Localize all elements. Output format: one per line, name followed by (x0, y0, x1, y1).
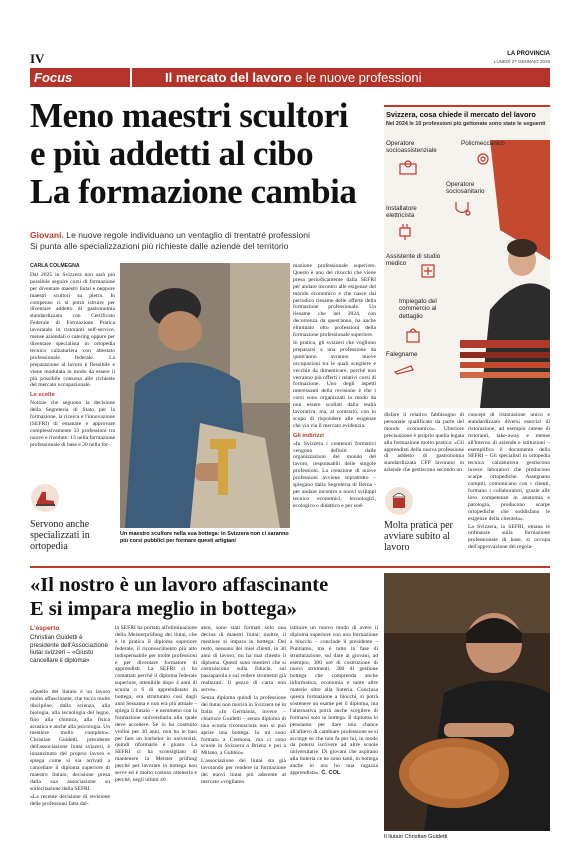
subheading-scelte: Le scelte (30, 392, 55, 399)
paragraph: Senza diploma quindi la professione dei liutai non morirà in Svizzera né in Italia «In Germania, invece – chiarisce Guidetti – senza diploma di una scuola riconosciuta non si può aprire una bottega. Io mi sono formato a Cremona, ma ci sono scuole in Svizzera a Brienz e poi a Milano, a Gubbio». (201, 695, 286, 757)
photo-caption-sculptor: Un maestro scultore nella sua bottega: in Svizzera non ci saranno più corsi pubblici per formare questi artigiani (120, 531, 289, 544)
subheading-indirizzi: Gli indirizzi (293, 432, 324, 439)
infographic-subtitle: Nel 2024 le 10 professioni più gettonate sono state le seguenti (386, 121, 546, 127)
lead-line-2: Si punta alle specializzazioni più richieste dalle aziende del territorio (30, 241, 289, 251)
job-label-2: Policmeccanico (461, 140, 505, 147)
issue-date: LUNEDÌ 27 GENNAIO 2025 (493, 59, 550, 64)
article-column-1 (30, 263, 115, 450)
byline: CARLA COLMEGNA (30, 263, 80, 269)
interview-top-rule (30, 566, 550, 568)
interview-column-4 (290, 625, 378, 778)
expert-description: Christian Guidetti è presidente dell'Associazione liutai svizzeri – «Giusto cancellare il diploma» (30, 634, 108, 664)
section-title-light: e le nuove professioni (295, 70, 422, 85)
headline-line-2: e più addetti al cibo (30, 134, 314, 173)
paragraph: anni, sono stati formati solo una decina di maestri liutai: inoltre, il mestiere si impara in bottega. Del resto, nessuno dei miei clienti, in 30 anni di lavoro, mi ha mai chiesto il diploma. Questi sono mestieri che si costruiscono sulla fiducia, sul passaparola e sul vedere strumenti già realizzati. Il pezzo di carta non serve». (201, 625, 286, 694)
luthier-photo (384, 573, 550, 831)
lead-kicker: Giovani. (30, 230, 64, 240)
page-number: IV (30, 51, 45, 66)
gear-icon (475, 151, 491, 172)
job-label-5: Assistente di studio medico (386, 253, 441, 268)
expert-box (30, 625, 110, 664)
paragraph: La Svizzera, la SEFRI, emana le ordinanze sulla formazione professionale di base, si occupa dell'approvazione dei regola- (468, 523, 550, 551)
article-column-3 (293, 263, 376, 511)
job-label-4: Installatore elettricista (386, 205, 417, 220)
interview-headline-2: E si impara meglio in bottega» (30, 598, 298, 620)
paragraph: concept di ristorazione unico e standardizzato diversi esercizi di ristorazione, ad esempio catene di ristoranti, take-away e mense all'interno di aziende e istituzioni – esemplifica il documento della SEFRI – Gli specialisti in ortopedia tecnica calzaturiera gestiscono invece laboratori che producono scarpe ortopediche. Assegnano compiti, comunicano con i clienti, formano i collaboratori, grazie alle loro competenze in anatomia e patologia, producono scarpe ortopediche che soddisfano le esigenze della clientela». (468, 412, 550, 522)
interview-headline (30, 573, 385, 621)
paragraph: L'associazione dei liutai sta già lavorando per rendere la formazione dei nuovi liutai più aderente al mercato «vogliamo (201, 758, 286, 785)
headline-line-3: La formazione cambia (30, 172, 357, 211)
section-bar (30, 68, 550, 87)
interview-headline-1: «Il nostro è un lavoro affascinante (30, 574, 329, 596)
paragraph (290, 625, 378, 777)
article-column-4 (384, 412, 464, 475)
job-label-6: Impiegato del commercio al dettaglio (399, 298, 437, 320)
paragraph: «In Svizzera i contenuti formativi vengono definiti dalle organizzazioni del mondo del lavoro, responsabili delle singole professioni. La creazione di nuove professioni avviene soprattutto – spiegano dalla Segreteria di Berna - per andare incontro a nuovi sviluppi tecnico economici, tecnologici, ecologico o didattico e per sod- (293, 440, 376, 509)
section-label: Focus (34, 70, 73, 85)
job-label-1: Operatore socioassistenziale (386, 140, 437, 155)
medical-icon (419, 262, 437, 285)
job-label-3: Operatore sociosanitario (446, 181, 485, 196)
interview-column-2 (115, 625, 197, 785)
paragraph: mazione professionale superiore. Questo è uno dei ritocchi che viene presa periodicamente dalla SEFRI per andare incontro alle esigenze del mondo economico e che nasce dal periodico riesame delle offerte della formazione professionale. Un riesame che nel 2024, con decorrenza da quest'anno, ha anche eliminato otto professioni della formazione professionale superiore. (293, 263, 376, 339)
electric-plug-icon (396, 222, 414, 245)
section-title-bold: Il mercato del lavoro (165, 70, 292, 85)
interview-column-3 (201, 625, 286, 787)
teaser-pratica: Molta pratica per avviare subito al lavoro (384, 520, 453, 553)
sculptor-photo (120, 263, 290, 528)
interview-column-1 (30, 689, 110, 808)
paragraph: disfare il relativo fabbisogno di personale qualificato da parte del mondo economico». Ulteriore precisazione è proprio quella legata alla formazione molto pratica: «Gli apprendisti della nuova professione di addetto di gastronomia standardizzata CFP lavorano in aziende che gestiscono secondo un (384, 412, 464, 474)
job-label-7: Falegname (386, 351, 418, 358)
paragraph: «La recente decisione di revisione delle professioni fatta dal- (30, 793, 110, 807)
orthopedic-shoe-icon (30, 483, 60, 513)
article-column-5 (468, 412, 550, 552)
infographic-top-rule (384, 105, 550, 107)
paragraph: la SEFRI ha portato all'eliminazione della Meisterprüfung dei liutai, che è in pratica il diploma superiore federale, il riconoscimento più alto indispensabile per molte professioni e per diventare formatore di apprendisti. La SEFRI ci ha contattati perché il diploma federale superiore, ottenibile dopo 4 anni di scuola o 6 di apprendistato in bottega, era strutturato così dagli anni Sessanta e non era più attuale – spiega il liutaio – e nemmeno con la formazione universitaria alla quale deve accedere. Se io ho costruito violini per 30 anni, non ho le basi per fare un bachelor in università, quindi riformarlo è giusto. La SEFRI ci ha sconsigliato di mantenere la Meister prüfung perché per lavorare in bottega non serve ed è molto costoso ottenerla e perché, negli ultimi 40 (115, 625, 197, 783)
caregiver-icon (397, 160, 419, 181)
paragraph-text: istituire un nuovo modo di avere il diploma superiore con una formazione a blocchi – conclude il presidente – Puntiamo, ma è tutto in fase di strutturazione, sul dare ai giovani, ad esempio, 300 ore di costruzione di nuovi strumenti, 300 di gestione bottega che comprenda anche informatica, economia e tante altre materie oltre alla liuteria. Conclusa questa formazione a blocchi, si potrà sostenere un esame per il diploma, ma l'alternativa potrà anche scegliere di formarsi solo in bottega. Il diploma lo pensiamo per dare una chance all'allievo di cambiare professione se si accorge se che non fa per lui, in modo da potersi iscrivere ad altre scuole universitarie. Di giovani che aspirano alla liuteria ce ne sono tanti, in bottega anche io ora ho una ragazza apprendista». (290, 625, 378, 777)
section-divider (130, 68, 132, 87)
lead-text (30, 230, 380, 252)
main-headline (30, 97, 375, 211)
lead-line-1: Le nuove regole individuano un ventaglio di trentatré professioni (66, 230, 310, 240)
signature: C. COL (321, 770, 341, 777)
paragraph: Dal 2025 in Svizzera non sarà più possibile seguire corsi di formazione per diventare maestri liutai e neppure maestri scultori su pietra. In compenso ci si potrà istruire per diventare addetto di gastronomia standardizzata con Certificato Federale di Formazione Pratica lavorando in ristoranti self-service, mense aziendali o catering oppure per diventare specialista in ortopedia tecnica calzaturiera con attestato professionale federale. La preparazione al lavoro è flessibile e viene modulata in modo da essere il più possibile consona alle richieste del mercato occupazionale. (30, 271, 115, 389)
infographic-title: Svizzera, cosa chiede il mercato del lavoro (386, 110, 536, 119)
teaser-ortopedia: Servono anche specializzati in ortopedia (30, 519, 90, 552)
shopping-icon (404, 326, 422, 349)
headline-line-1: Meno maestri scultori (30, 96, 349, 135)
paragraph: «Quello del liutaio è un lavoro molto affascinante, che tocca molte discipline, dalla scienza, alla biologia, alla tecnologia del legno, fino alla chimica, alla fisica acustica e anche alla psicologia. Un mestiere molto completo». Christian Guidetti, presidente dell'associazione liutai svizzeri, è innanzitutto del proprio lavoro e spiega come si sia arrivati a cancellare il diploma superiore di maestro liutaio, decisione presa dalla sua associazione su sollecitazione della SEFRI. (30, 689, 110, 792)
paragraph: Notizie che seguono la decisione della Segreteria di Stato per la formazione, la ricerca e l'innovazione (SEFRI) di emanare e approvare complessivamente 33 professioni tra nuove e rivedute: 13 nella formazione professionale di base e 20 nella for- (30, 400, 115, 448)
stethoscope-icon (453, 200, 471, 223)
photo-caption-luthier: Il liutaio Christian Guidetti (384, 834, 448, 840)
newspaper-name: LA PROVINCIA (507, 51, 550, 57)
saw-icon (393, 362, 415, 381)
kitchen-icon (384, 486, 414, 516)
paragraph: In pratica, gli svizzeri che vogliono prepararsi a una professione da quest'anno avranno nuove occupazioni tra le quali scegliere e vecchie da dimenticare, perché non verranno più offerti i relativi corsi di formazione. Uno degli aspetti interessanti della revisione è che i corsi sono organizzati in modo da non essere scollati dalla realtà lavorativa, ma, al contrario, con lo scopo di rispondere alle esigenze che via via il mercato evidenzia. (293, 339, 376, 429)
expert-label: L'esperto (30, 625, 60, 632)
section-title (165, 70, 422, 85)
